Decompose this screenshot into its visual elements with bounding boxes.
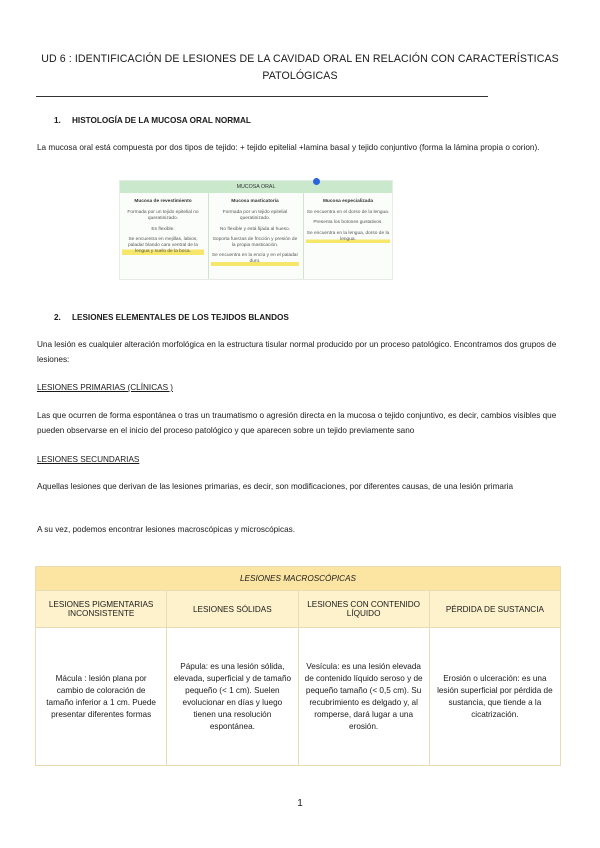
figure-line: Se encuentra en el dorso de la lengua. bbox=[306, 210, 390, 216]
table-cell: Erosión o ulceración: es una lesión superficial por pérdida de sustancia, que tiende a la cicatrización. bbox=[429, 628, 560, 766]
section-1-number: 1. bbox=[54, 116, 61, 125]
figure-column-revestimiento bbox=[122, 193, 204, 279]
figure-line: Es flexible. bbox=[151, 226, 175, 232]
figure-column-title: Mucosa masticatoria bbox=[231, 199, 279, 204]
primarias-heading: LESIONES PRIMARIAS (CLÍNICAS ) bbox=[37, 383, 174, 392]
secundarias-heading: LESIONES SECUNDARIAS bbox=[37, 455, 140, 464]
title-divider bbox=[36, 96, 488, 97]
figure-marker bbox=[313, 178, 320, 185]
section-1-title: HISTOLOGÍA DE LA MUCOSA ORAL NORMAL bbox=[72, 116, 251, 125]
section-1-heading bbox=[54, 116, 251, 125]
mucosa-oral-figure bbox=[119, 180, 393, 280]
figure-header: MUCOSA ORAL bbox=[120, 181, 392, 193]
figure-line: No flexible y está fijada al hueso. bbox=[219, 226, 291, 232]
page-title: UD 6 : IDENTIFICACIÓN DE LESIONES DE LA CAVIDAD ORAL EN RELACIÓN CON CARACTERÍSTICAS PATOLÓGICAS bbox=[41, 53, 559, 82]
section-2-heading bbox=[54, 313, 289, 322]
table-cell: Mácula : lesión plana por cambio de coloración de tamaño inferior a 1 cm. Puede presentar diferentes formas bbox=[36, 628, 167, 766]
table-cell: Vesícula: es una lesión elevada de contenido líquido seroso y de pequeño tamaño (< 0,5 cm). Su recubrimiento es delgado y, al romperse, dará lugar a una erosión. bbox=[298, 628, 429, 766]
figure-separator bbox=[208, 193, 209, 279]
section-2-title: LESIONES ELEMENTALES DE LOS TEJIDOS BLANDOS bbox=[72, 313, 289, 322]
figure-line: Se encuentra en mejillas, labios, paladar blando cara ventral de la lengua y suelo de la boca. bbox=[122, 237, 204, 256]
figure-line: Presenta los botones gustativos. bbox=[313, 220, 383, 226]
secundarias-text: Aquellas lesiones que derivan de las lesiones primarias, es decir, son modificaciones, por diferentes causas, de una lesión primaria bbox=[37, 482, 514, 491]
table-header: LESIONES CON CONTENIDO LÍQUIDO bbox=[298, 591, 429, 628]
macroscopic-lesions-table bbox=[35, 566, 561, 766]
figure-column-masticatoria bbox=[211, 193, 299, 279]
page-number: 1 bbox=[297, 798, 303, 809]
paragraph-mucosa: La mucosa oral está compuesta por dos tipos de tejido: + tejido epitelial +lamina basal y tejido conjuntivo (forma la lámina propia o corion). bbox=[37, 143, 540, 152]
primarias-text: Las que ocurren de forma espontánea o tras un traumatismo o agresión directa en la mucosa o tejido conjuntivo, es decir, cambios visibles que pueden observarse en el inicio del proceso patológico y que aparecen sobre un tejido previamente sano bbox=[37, 411, 557, 435]
paragraph-lesion-definition: Una lesión es cualquier alteración morfológica en la estructura tisular normal producido por un proceso patológico. Encontramos dos grupos de lesiones: bbox=[37, 340, 557, 364]
table-header: LESIONES SÓLIDAS bbox=[167, 591, 298, 628]
figure-separator bbox=[303, 193, 304, 279]
figure-line: Soporta fuerzas de fricción y presión de la propia masticación. bbox=[212, 236, 298, 249]
table-caption: LESIONES MACROSCÓPICAS bbox=[36, 567, 561, 591]
table-header: LESIONES PIGMENTARIAS INCONSISTENTE bbox=[36, 591, 167, 628]
table-header: PÉRDIDA DE SUSTANCIA bbox=[429, 591, 560, 628]
figure-line: Formada por un tejido epitelial no queratinizado. bbox=[127, 210, 199, 222]
section-2-number: 2. bbox=[54, 313, 61, 322]
figure-line: Formada por un tejido epitelial queratinizado. bbox=[222, 210, 288, 222]
table-cell: Pápula: es una lesión sólida, elevada, superficial y de tamaño pequeño (< 1 cm). Suelen evolucionar en días y luego tienen una resolución espontánea. bbox=[167, 628, 298, 766]
paragraph-macro-micro: A su vez, podemos encontrar lesiones macroscópicas y microscópicas. bbox=[37, 525, 296, 534]
figure-column-title: Mucosa especializada bbox=[322, 199, 374, 204]
figure-line: Se encuentra en la lengua, dorso de la lengua. bbox=[306, 230, 390, 242]
figure-line: Se encuentra en la encía y en el paladar duro. bbox=[211, 253, 299, 265]
figure-column-title: Mucosa de revestimiento bbox=[134, 199, 192, 204]
figure-column-especializada bbox=[306, 193, 390, 279]
